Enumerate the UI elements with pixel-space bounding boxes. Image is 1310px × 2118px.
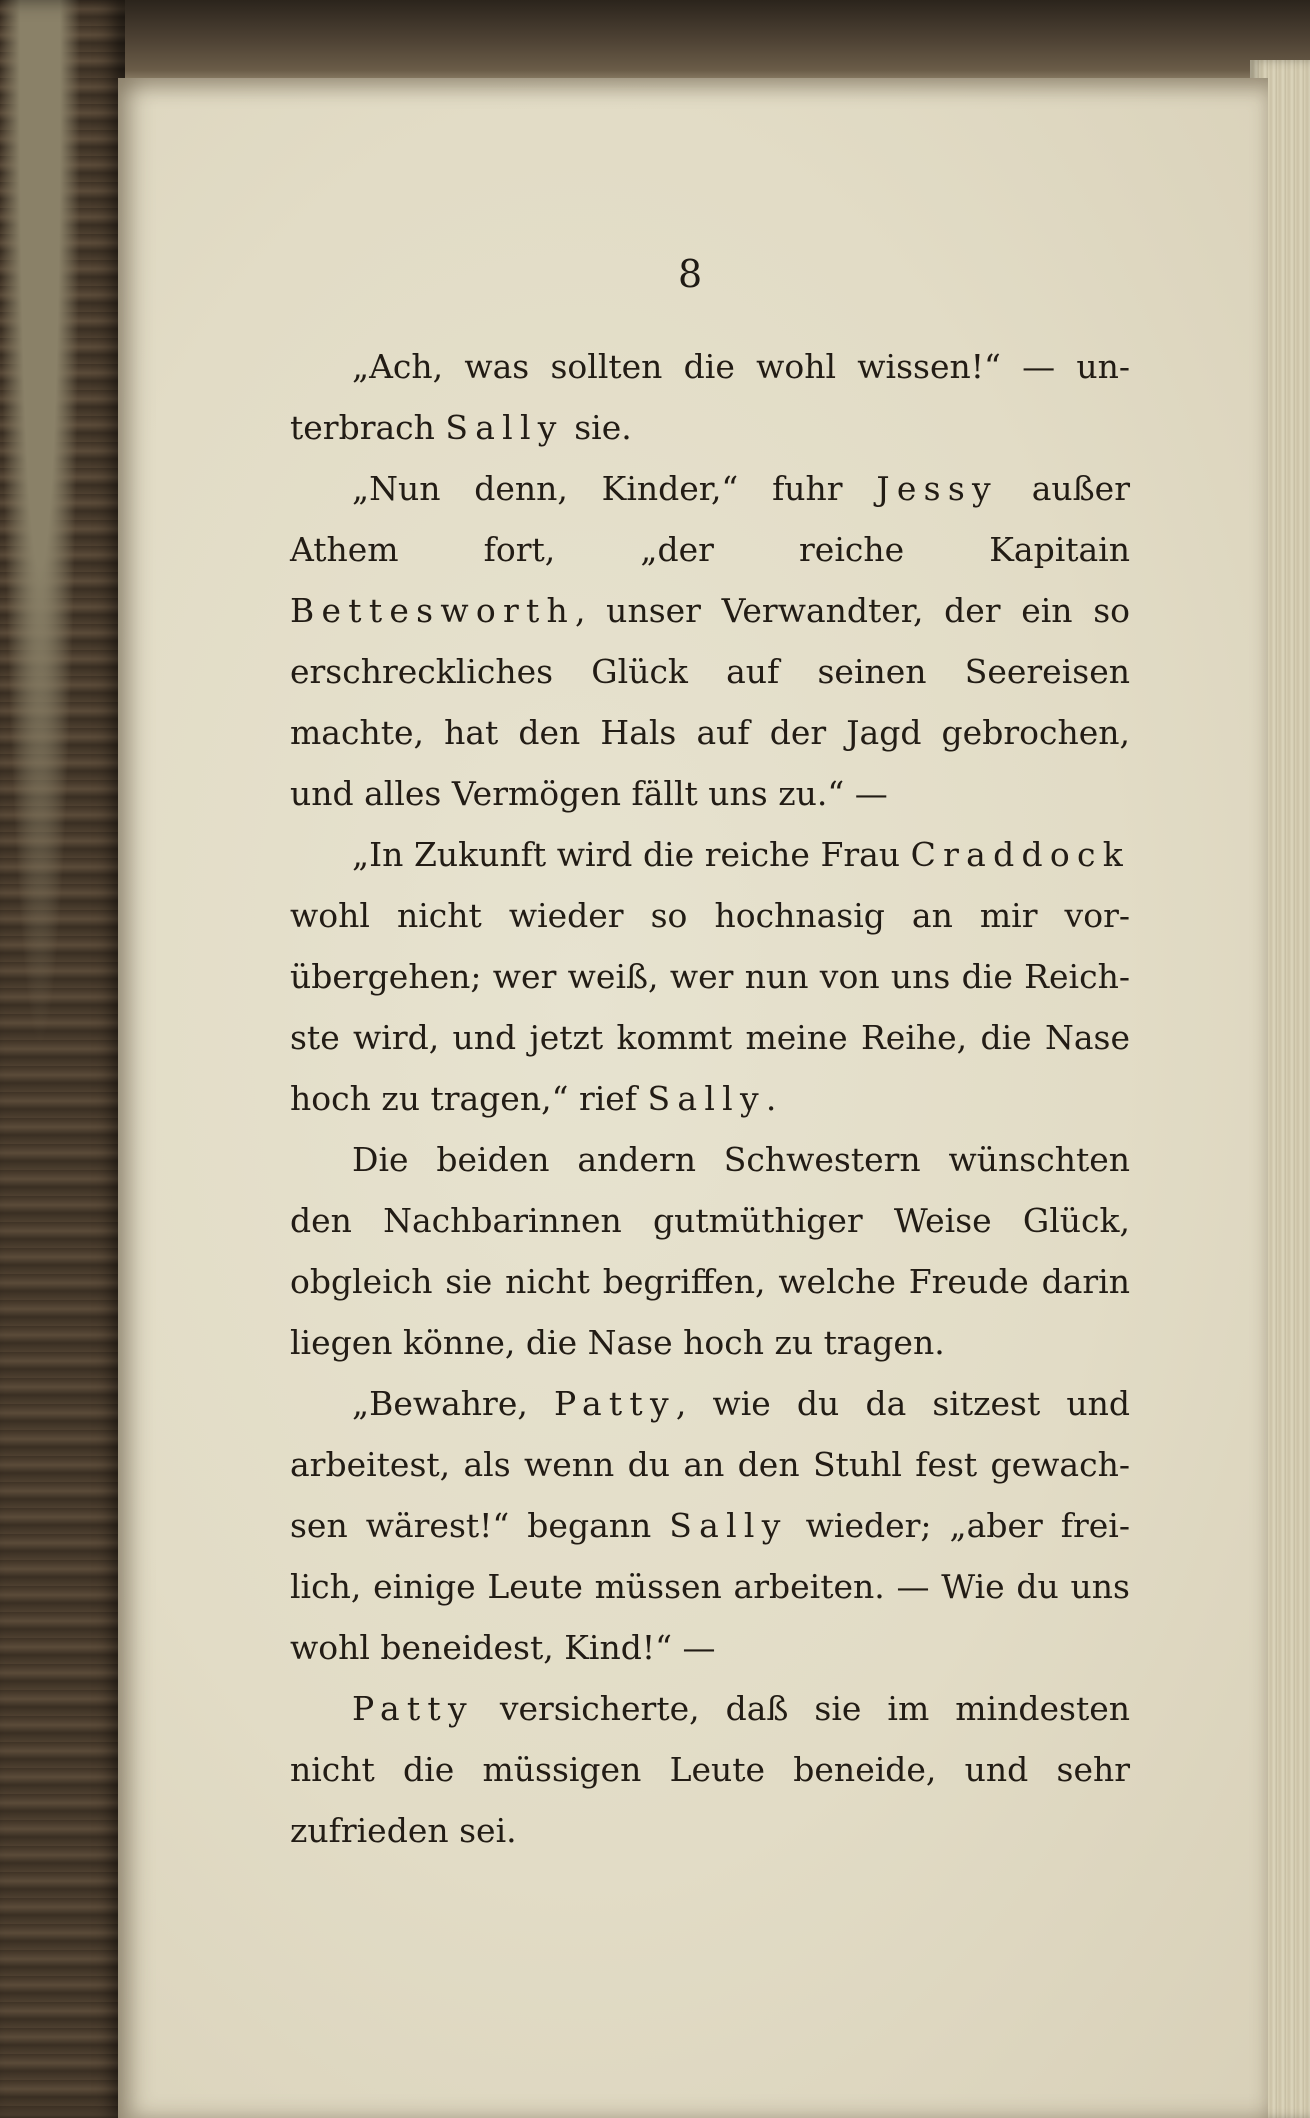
paragraph xyxy=(290,336,1130,458)
spaced-name: Patty xyxy=(352,1689,474,1728)
spaced-name: Craddock xyxy=(910,835,1130,874)
book-binding-edge xyxy=(0,0,125,2118)
text-run: . xyxy=(765,1079,777,1118)
paragraph xyxy=(290,1678,1130,1861)
text-run: wieder; „aber freilich, einige Leute müssen arbeiten. — Wie du uns wohl beneidest, Kind!“ — xyxy=(290,1506,1131,1667)
paragraph xyxy=(290,1373,1130,1678)
book-top-edge xyxy=(0,0,1310,82)
text-run: „In Zukunft wird die reiche Frau xyxy=(352,835,911,874)
text-run: wohl nicht wieder so hochnasig an mir vorübergehen; wer weiß, wer nun von uns die Reichste wird, und jetzt kommt meine Reihe, die Nase hoch zu tragen,“ rief xyxy=(290,896,1130,1118)
spaced-name: Jessy xyxy=(876,469,998,508)
paragraph xyxy=(290,1129,1130,1373)
text-run: , unser Verwandter, der ein so erschreckliches Glück auf seinen Seereisen machte, hat den Hals auf der Jagd gebrochen, und alles Vermögen fällt uns zu.“ — xyxy=(290,591,1130,813)
paragraph xyxy=(290,824,1130,1129)
spaced-name: Sally xyxy=(647,1079,766,1118)
spaced-name: Bettesworth xyxy=(290,591,576,630)
text-run: „Bewahre, xyxy=(352,1384,554,1423)
body-text xyxy=(290,336,1130,1861)
text-run: außer Athem fort, „der reiche Kapitain xyxy=(290,469,1130,569)
spaced-name: Sally xyxy=(669,1506,788,1545)
page-number: 8 xyxy=(678,252,703,296)
text-run: „Nun denn, Kinder,“ fuhr xyxy=(352,469,877,508)
text-run: , wie du da sitzest und arbeitest, als wenn du an den Stuhl fest gewachsen wärest!“ begann xyxy=(290,1384,1130,1545)
text-run: sie. xyxy=(563,408,632,447)
text-run: „Ach, was sollten die wohl wissen!“ — unterbrach xyxy=(290,347,1130,447)
paragraph xyxy=(290,458,1130,824)
text-run: Die beiden andern Schwestern wünschten den Nachbarinnen gutmüthiger Weise Glück, obgleich sie nicht begriffen, welche Freude darin liegen könne, die Nase hoch zu tragen. xyxy=(290,1140,1130,1362)
spaced-name: Patty xyxy=(553,1384,676,1423)
text-run: versicherte, daß sie im mindesten nicht die müssigen Leute beneide, und sehr zufrieden sei. xyxy=(290,1689,1130,1850)
spaced-name: Sally xyxy=(445,408,564,447)
